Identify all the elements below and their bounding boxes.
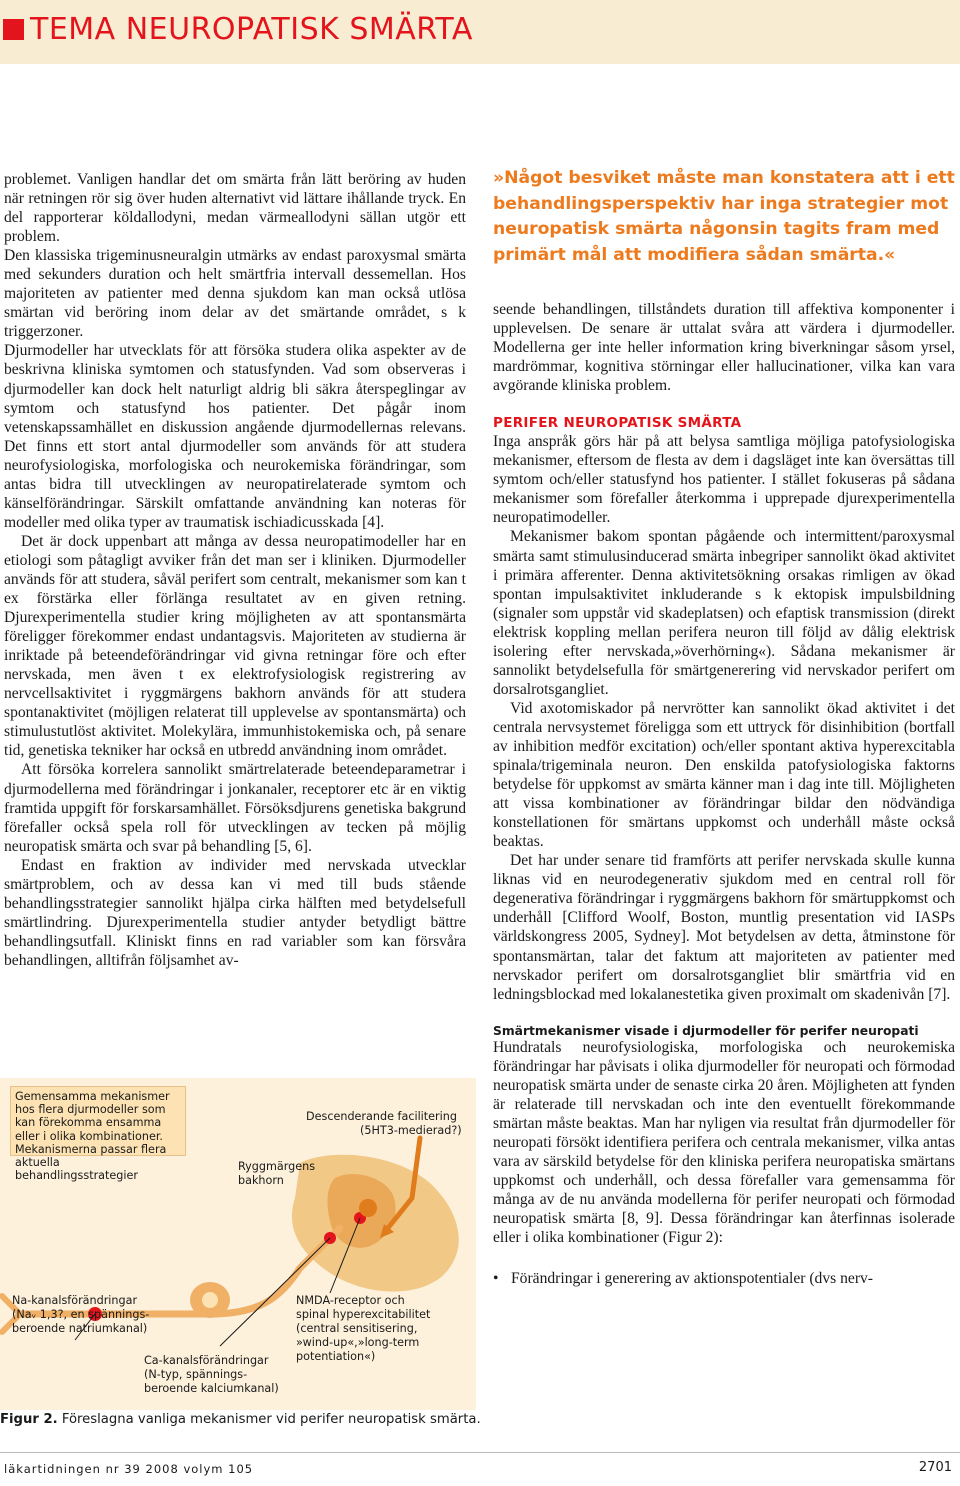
section-title: TEMA NEUROPATISK SMÄRTA	[30, 12, 473, 47]
label-line: bakhorn	[238, 1174, 284, 1187]
right-column	[493, 300, 955, 1288]
label-na-channel	[12, 1294, 149, 1336]
figure-legend-box: Gemensamma mekanismer hos flera djurmodeller som kan förekomma ensamma eller i olika kombinationer. Mekanismerna passar flera aktuella behandlingsstrategier	[10, 1086, 186, 1156]
label-line: Descenderande facilitering	[306, 1110, 457, 1123]
body-paragraph: Djurmodeller har utvecklats för att försöka studera olika aspekter av de beskrivna kliniska symtomen och statusfynden. Vad som observeras i djurmodeller kan dock helt naturligt aldrig bli säkra återspeglingar av symtom och statusfynd hos patienter. Det pågår inom vetenskapssamhället en diskussion angående djurmodellernas relevans. Det finns ett stort antal djurmodeller som används för att studera neurofysiologiska, morfologiska och neurokemiska förändringar, som antas bidra till utvecklingen av neuropatirelaterade symtom och känselförändringar. Särskilt omfattande användning kan noteras för modeller med olika typer av traumatisk ischiadicusskada [4].	[4, 342, 466, 531]
body-paragraph: Det är dock uppenbart att många av dessa neuropatimodeller har en etiologi som påtagligt avviker från det man ser i kliniken. Djurmodeller används för att studera, såväl perifert som centralt, mekanismer som kan t ex förstärka eller förlänga resultatet av en given retning. Djurexperimentella studier kring möjligheten av att spontansmärta föreligger förekommer endast undantagsvis. Majoriteten av studierna är inriktade på beteendeförändringar vid givna retningar före och efter nervskada, men även t ex elektrofysiologisk registrering av nervcellsaktivitet i ryggmärgens bakhorn används för att studera spontanaktivitet (möjligen relaterat till upplevelse av spontansmärta) och stimulustutlöst aktivitet. Molekylära, immunhistokemiska och, på senare tid, genetiska tekniker har också en utbredd användning inom området.	[4, 532, 466, 760]
label-line: beroende natriumkanal)	[12, 1322, 148, 1335]
label-line: spinal hyperexcitabilitet	[296, 1308, 431, 1321]
red-square-marker	[3, 19, 24, 40]
figure-caption	[0, 1412, 481, 1427]
body-paragraph: Den klassiska trigeminusneuralgin utmärks av endast paroxysmal smärta med sekunders duration och helt smärtfria intervall dessemellan. Hos majoriteten av patienter med denna sjukdom kan man också utlösa smärtan vid beröring inom delar av det smärtande området, s k triggerzoner.	[4, 247, 466, 341]
label-nmda	[296, 1294, 430, 1364]
body-paragraph: Inga anspråk görs här på att belysa samtliga möjliga patofysiologiska mekanismer, eftersom de flesta av dem i dagsläget inte kan översättas till symtom och/eller statusfynd hos patienter. I stället fokuseras på sådana mekanismer som förefaller återkomma i upprepade djurexperimentella neuropatimodeller.	[493, 433, 955, 527]
body-paragraph: problemet. Vanligen handlar det om smärta från lätt beröring av huden när retningen rör sig över huden alternativt vid lättare ihållande tryck. En del rapporterar köldallodyni, medan värmeallodyni sällan utgör ett problem.	[4, 171, 466, 246]
label-line: Ca-kanalsförändringar	[144, 1354, 269, 1367]
label-descending-facilitation	[306, 1110, 462, 1138]
second-order-neuron	[359, 1199, 377, 1217]
body-paragraph: seende behandlingen, tillståndets duration till affektiva komponenter i upplevelsen. De senare är uttalat svåra att värdera i djurmodeller. Modellerna ger inte heller information kring biverkningar såsom yrsel, mardrömmar, kognitiva störningar eller hallucinationer, vilka kan vara avgörande kliniska problem.	[493, 301, 955, 395]
label-line: (N-typ, spännings-	[144, 1368, 248, 1381]
label-line: (5HT3-medierad?)	[360, 1124, 462, 1137]
body-paragraph: Att försöka korrelera sannolikt smärtrelaterade beteendeparametrar i djurmodellerna med förändringar i jonkanaler, receptorer etc är en viktig framtida uppgift för forskarsamhället. Försöksdjurens genetiska bakgrund förefaller också spela roll för utvecklingen av tecken på möjlig neuropatisk smärta och svar på behandling [5, 6].	[4, 761, 466, 855]
label-line: beroende kalciumkanal)	[144, 1382, 279, 1395]
label-line: (central sensitisering,	[296, 1322, 418, 1335]
section-heading: PERIFER NEUROPATISK SMÄRTA	[493, 415, 742, 432]
figure-2	[0, 1078, 476, 1410]
label-line: »wind-up«,»long-term	[296, 1336, 420, 1349]
body-paragraph: Endast en fraktion av individer med nervskada utvecklar smärtproblem, och av dessa kan vi med till buds stående behandlingsstrategier sannolikt hjälpa cirka hälften med betydelsefull smärtlindring. Djurexperimentella studier antyder betydligt bättre behandlingsutfall. Kliniskt finns en rad variabler som kan försvåra behandlingen, alltifrån följsamhet av-	[4, 856, 466, 969]
label-line: Na-kanalsförändringar	[12, 1294, 138, 1307]
ganglion-nucleus	[202, 1292, 218, 1308]
label-dorsal-horn	[238, 1160, 315, 1188]
footer-divider	[0, 1452, 960, 1453]
journal-footer: läkartidningen nr 39 2008 volym 105	[4, 1462, 254, 1476]
body-paragraph: Vid axotomiskador på nervrötter kan sannolikt ökad aktivitet i det centrala nervsystemet föreligga som ett uttryck för disinhibition (bortfall av inhibition medför excitation) och/eller spontant aktiva hyperexcitabla spinala/trigeminala neuron. Den enskilda patofysiologiska faktorns betydelse för uppkomst av smärta känner man i dag inte till. Möjligheten att vissa kombinationer av förändringar bildar den nödvändiga konstellationen för smärtans uppkomst och underhåll måste också beaktas.	[493, 699, 955, 851]
caption-label: Figur 2.	[0, 1412, 58, 1427]
label-line: (Naᵥ 1,3?, en spännings-	[12, 1308, 150, 1321]
caption-text: Föreslagna vanliga mekanismer vid perifer neuropatisk smärta.	[61, 1412, 481, 1427]
subheading: Smärtmekanismer visade i djurmodeller för perifer neuropati	[493, 1023, 919, 1038]
label-line: Ryggmärgens	[238, 1160, 316, 1173]
label-ca-channel	[144, 1354, 279, 1396]
label-line: potentiation«)	[296, 1350, 376, 1363]
pull-quote: »Något besviket måste man konstatera att i ett behandlingsperspektiv har inga strategier mot neuropatisk smärta någonsin tagits fram med primärt mål att modifiera sådan smärta.«	[493, 168, 955, 265]
page-header	[0, 0, 960, 64]
body-paragraph: Hundratals neurofysiologiska, morfologiska och neurokemiska förändringar har påvisats i olika djurmodeller för neuropati och förmodad neuropatisk smärta under de senaste cirka 20 åren. Möjligheten att fynden är relaterade till nervskadan och inte den eventuellt förekommande smärtan måste beaktas. Man har nyligen via resultat från djurmodeller för neuropati försökt identifiera perifera och centrala mekanismer, vilka antas vara av särskild betydelse för den kliniska perifera neuropatiska smärtans uppkomst och underhåll, och dessa förefaller vara gemensamma för många av de nu använda modellerna för perifer neuropati och förmodad neuropatisk smärta [8, 9]. Dessa förändringar kan återfinnas isolerade eller i olika kombinationer (Figur 2):	[493, 1038, 955, 1247]
page-number: 2701	[918, 1460, 952, 1475]
left-column	[4, 170, 466, 970]
label-line: NMDA-receptor och	[296, 1294, 405, 1307]
bullet-item: • Förändringar i generering av aktionspotentialer (dvs nerv-	[493, 1269, 955, 1288]
body-paragraph: Mekanismer bakom spontan pågående och intermittent/paroxysmal smärta samt stimulusinducerad smärta inbegriper sannolikt ökad aktivitet i primära afferenter. Denna aktivitetsökning orsakas rimligen av ökad spontan impulsaktivitet inkluderande s k ektopisk impulsbildning (signaler som uppstår vid skadeplatsen) och efaptisk transmission (direkt elektrisk koppling mellan perifera neuron till följd av dålig elektrisk isolering efter nervskada,»överhörning«). Sådana mekanismer är sannolikt betydelsefulla för smärtgenerering vid nervskador perifert om dorsalrotsgangliet.	[493, 528, 955, 698]
body-paragraph: Det har under senare tid framförts att perifer nervskada skulle kunna liknas vid en neurodegenerativ sjukdom med en central roll för degenerativa förändringar i ryggmärgens bakhorn för smärtuppkomst och underhåll [Clifford Woolf, Boston, muntlig presentation vid IASPs världskongress 2005, Sydney]. Mot betydelsen av detta, åtminstone för spontansmärtan, talar det faktum att majoriteten av patienter med nervskador perifert om dorsalrotsgangliet blir smärtfria vid en ledningsblockad med lokalanestetika given proximalt om skadenivån [7].	[493, 852, 955, 1003]
